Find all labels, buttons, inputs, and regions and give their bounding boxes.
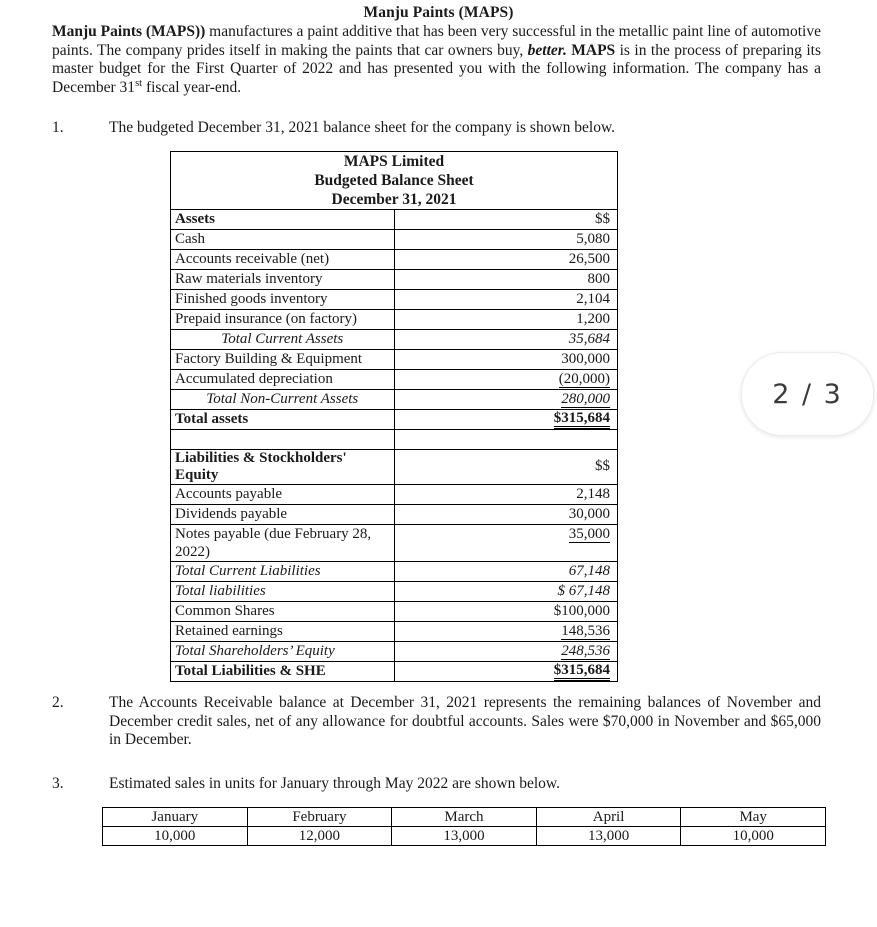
row-amount-retained-earnings: 148,536 <box>394 621 618 641</box>
row-label-total-assets: Total assets <box>171 409 395 429</box>
bs-heading-line-3: December 31, 2021 <box>331 190 457 208</box>
table-row <box>171 209 618 229</box>
row-amount-factory-building: 300,000 <box>394 349 618 369</box>
row-amount-total-current-liabilities: 67,148 <box>394 561 618 581</box>
sales-units-january: 10,000 <box>103 827 248 846</box>
table-row <box>171 449 618 484</box>
row-amount-accumulated-depreciation: (20,000) <box>394 369 618 389</box>
item-3-text: Estimated sales in units for January through May 2022 are shown below. <box>109 774 560 792</box>
sales-month-march: March <box>392 808 537 827</box>
sales-month-january: January <box>103 808 248 827</box>
table-row <box>171 229 618 249</box>
row-amount-finished-goods: 2,104 <box>394 289 618 309</box>
intro-paragraph <box>52 23 821 97</box>
list-item-1 <box>52 119 821 138</box>
list-item-2 <box>52 694 821 750</box>
sales-units-february: 12,000 <box>247 827 392 846</box>
table-row <box>171 389 618 409</box>
intro-text-2: is in the process of preparing its master budget for the First Quarter of 2022 and has presented you with the following information. The company has a December 31 <box>52 41 822 96</box>
row-label-notes-payable: Notes payable (due February 28, 2022) <box>171 524 395 561</box>
table-row-header <box>103 808 826 827</box>
row-label-total-current-liabilities: Total Current Liabilities <box>171 561 395 581</box>
liabilities-section-header: Liabilities & Stockholders' Equity <box>171 449 395 484</box>
row-amount-total-liabilities-she: $315,684 <box>394 661 618 681</box>
row-label-total-current-assets: Total Current Assets <box>171 329 395 349</box>
row-label-accounts-receivable: Accounts receivable (net) <box>171 249 395 269</box>
row-label-accounts-payable: Accounts payable <box>171 484 395 504</box>
item-1-text: The budgeted December 31, 2021 balance sheet for the company is shown below. <box>109 119 616 137</box>
table-row <box>171 369 618 389</box>
intro-superscript: st <box>135 77 143 89</box>
table-row <box>171 349 618 369</box>
row-label-dividends-payable: Dividends payable <box>171 504 395 524</box>
table-row <box>171 601 618 621</box>
item-1-number: 1. <box>52 119 64 137</box>
liabilities-currency-header: $$ <box>394 449 618 484</box>
sales-units-may: 10,000 <box>681 827 826 846</box>
spacer-cell-amount <box>394 429 618 449</box>
page-indicator[interactable] <box>741 352 874 436</box>
bs-heading-line-2: Budgeted Balance Sheet <box>314 171 474 189</box>
sales-units-march: 13,000 <box>392 827 537 846</box>
table-row <box>171 484 618 504</box>
table-row <box>171 581 618 601</box>
row-label-raw-materials: Raw materials inventory <box>171 269 395 289</box>
balance-sheet-table <box>170 151 618 682</box>
table-row <box>171 621 618 641</box>
row-amount-total-current-assets: 35,684 <box>394 329 618 349</box>
table-row <box>171 661 618 681</box>
row-amount-total-noncurrent-assets: 280,000 <box>394 389 618 409</box>
intro-bold-maps: MAPS <box>566 41 616 59</box>
row-label-finished-goods: Finished goods inventory <box>171 289 395 309</box>
row-label-total-noncurrent-assets: Total Non-Current Assets <box>171 389 395 409</box>
assets-currency-header: $$ <box>394 209 618 229</box>
table-row <box>171 249 618 269</box>
table-row <box>103 827 826 846</box>
balance-sheet-heading <box>171 151 618 209</box>
intro-text-3: fiscal year-end. <box>142 78 242 96</box>
row-amount-total-shareholders-equity: 248,536 <box>394 641 618 661</box>
row-amount-raw-materials: 800 <box>394 269 618 289</box>
row-label-cash: Cash <box>171 229 395 249</box>
table-row <box>171 329 618 349</box>
row-label-total-liabilities-she: Total Liabilities & SHE <box>171 661 395 681</box>
table-row <box>171 561 618 581</box>
row-amount-accounts-payable: 2,148 <box>394 484 618 504</box>
sales-month-may: May <box>681 808 826 827</box>
item-2-text: The Accounts Receivable balance at December 31, 2021 represents the remaining balances of November and December credit sales, net of any allowance for doubtful accounts. Sales were $70,000 in November and $65,000 in December. <box>109 693 821 749</box>
intro-bold-italic: better. <box>527 41 567 59</box>
document-page <box>0 4 877 927</box>
row-label-accumulated-depreciation: Accumulated depreciation <box>171 369 395 389</box>
row-label-total-shareholders-equity: Total Shareholders’ Equity <box>171 641 395 661</box>
row-amount-accounts-receivable: 26,500 <box>394 249 618 269</box>
row-amount-total-assets: $315,684 <box>394 409 618 429</box>
intro-text-1: manufactures a paint additive that has been very successful in the metallic paint line of automotive paints. The company prides itself in making the paints that car owners buy, <box>52 23 821 59</box>
table-row <box>171 524 618 561</box>
table-row <box>171 269 618 289</box>
spacer-cell-label <box>171 429 395 449</box>
row-amount-total-liabilities: $ 67,148 <box>394 581 618 601</box>
page-indicator-label: 2 / 3 <box>772 378 843 410</box>
row-amount-prepaid-insurance: 1,200 <box>394 309 618 329</box>
sales-month-april: April <box>536 808 681 827</box>
sales-units-april: 13,000 <box>536 827 681 846</box>
estimated-sales-table <box>102 807 826 846</box>
item-2-number: 2. <box>52 693 64 711</box>
table-row <box>171 409 618 429</box>
row-amount-common-shares: $100,000 <box>394 601 618 621</box>
assets-section-header: Assets <box>171 209 395 229</box>
table-row <box>171 641 618 661</box>
table-row <box>171 309 618 329</box>
page-title: Manju Paints (MAPS) <box>363 4 514 21</box>
table-row <box>171 504 618 524</box>
row-label-total-liabilities: Total liabilities <box>171 581 395 601</box>
item-3-number: 3. <box>52 774 64 792</box>
bs-heading-line-1: MAPS Limited <box>343 152 445 170</box>
table-row <box>171 151 618 209</box>
row-label-prepaid-insurance: Prepaid insurance (on factory) <box>171 309 395 329</box>
row-label-common-shares: Common Shares <box>171 601 395 621</box>
row-amount-dividends-payable: 30,000 <box>394 504 618 524</box>
table-row <box>171 289 618 309</box>
table-row-spacer <box>171 429 618 449</box>
sales-month-february: February <box>247 808 392 827</box>
row-label-retained-earnings: Retained earnings <box>171 621 395 641</box>
row-amount-cash: 5,080 <box>394 229 618 249</box>
row-label-factory-building: Factory Building & Equipment <box>171 349 395 369</box>
sales-table-container <box>102 807 877 846</box>
row-amount-notes-payable: 35,000 <box>394 524 618 561</box>
intro-bold-lead: Manju Paints (MAPS)) <box>52 23 206 40</box>
list-item-3 <box>52 775 821 794</box>
